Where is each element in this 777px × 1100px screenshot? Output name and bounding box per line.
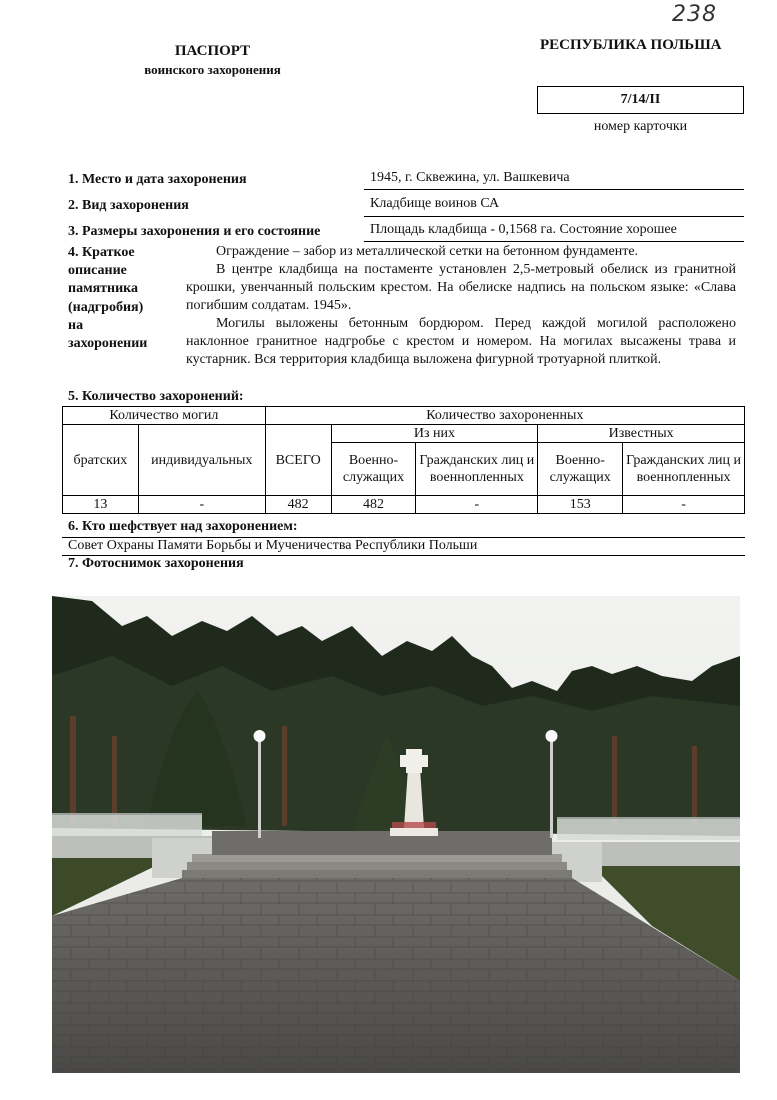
photo-label: 7. Фотоснимок захоронения	[68, 556, 244, 571]
description-text	[186, 243, 736, 369]
cell-known-military: 153	[538, 496, 623, 514]
description-label: 4. Краткое описание памятника (надгробия) на захоронении	[68, 245, 148, 352]
cell-individual: -	[138, 496, 265, 514]
cell-total: 482	[265, 496, 331, 514]
col-known-military: Военно-служащих	[538, 443, 623, 496]
card-number-label: номер карточки	[593, 119, 688, 134]
known-header: Известных	[538, 425, 745, 443]
col-civilians: Гражданских лиц и военнопленных	[416, 443, 538, 496]
col-known-civilians: Гражданских лиц и военнопленных	[623, 443, 745, 496]
type-label: 2. Вид захоронения	[68, 198, 189, 213]
description-paragraph: В центре кладбища на постаменте установлен 2,5-метровый обелиск из гранитной крошки, увенчанный польским крестом. На обелиске надпись на польском языке: «Слава погибшим солдатам. 1945».	[186, 262, 736, 313]
card-number-box: 7/14/II	[537, 86, 744, 114]
count-label: 5. Количество захоронений:	[68, 389, 244, 404]
col-individual-graves: индивидуальных	[138, 425, 265, 496]
patron-label: 6. Кто шефствует над захоронением:	[68, 519, 298, 534]
of-them-header: Из них	[331, 425, 538, 443]
cell-mass: 13	[63, 496, 139, 514]
burial-count-table	[62, 406, 745, 514]
cell-military: 482	[331, 496, 416, 514]
type-value: Кладбище воинов СА	[370, 196, 500, 211]
divider	[364, 241, 744, 242]
size-label: 3. Размеры захоронения и его состояние	[68, 224, 321, 239]
handwritten-page-number: 238	[672, 2, 717, 27]
place-value: 1945, г. Сквежина, ул. Вашкевича	[370, 170, 570, 185]
col-total: ВСЕГО	[265, 425, 331, 496]
col-military: Военно-служащих	[331, 443, 416, 496]
cell-civilians: -	[416, 496, 538, 514]
col-mass-graves: братских	[63, 425, 139, 496]
passport-subtitle: воинского захоронения	[144, 62, 281, 77]
buried-header: Количество захороненных	[265, 407, 744, 425]
patron-value: Совет Охраны Памяти Борьбы и Мученичества Республики Польши	[68, 538, 478, 553]
place-label: 1. Место и дата захоронения	[68, 172, 247, 187]
graves-header: Количество могил	[63, 407, 266, 425]
size-value: Площадь кладбища - 0,1568 га. Состояние хорошее	[370, 222, 677, 237]
passport-title: ПАСПОРТ	[174, 43, 251, 59]
table-row	[63, 496, 745, 514]
cell-known-civilians: -	[623, 496, 745, 514]
divider	[364, 189, 744, 190]
description-paragraph: Могилы выложены бетонным бордюром. Перед каждой могилой расположено наклонное гранитное надгробье с крестом и номером. На могилах высажены трава и кустарник. Вся территория кладбища выложена фигурной тротуарной плиткой.	[186, 316, 736, 367]
divider	[364, 216, 744, 217]
cemetery-photo	[52, 596, 740, 1073]
country-heading: РЕСПУБЛИКА ПОЛЬША	[540, 37, 722, 53]
description-paragraph: Ограждение – забор из металлической сетки на бетонном фундаменте.	[216, 244, 639, 259]
